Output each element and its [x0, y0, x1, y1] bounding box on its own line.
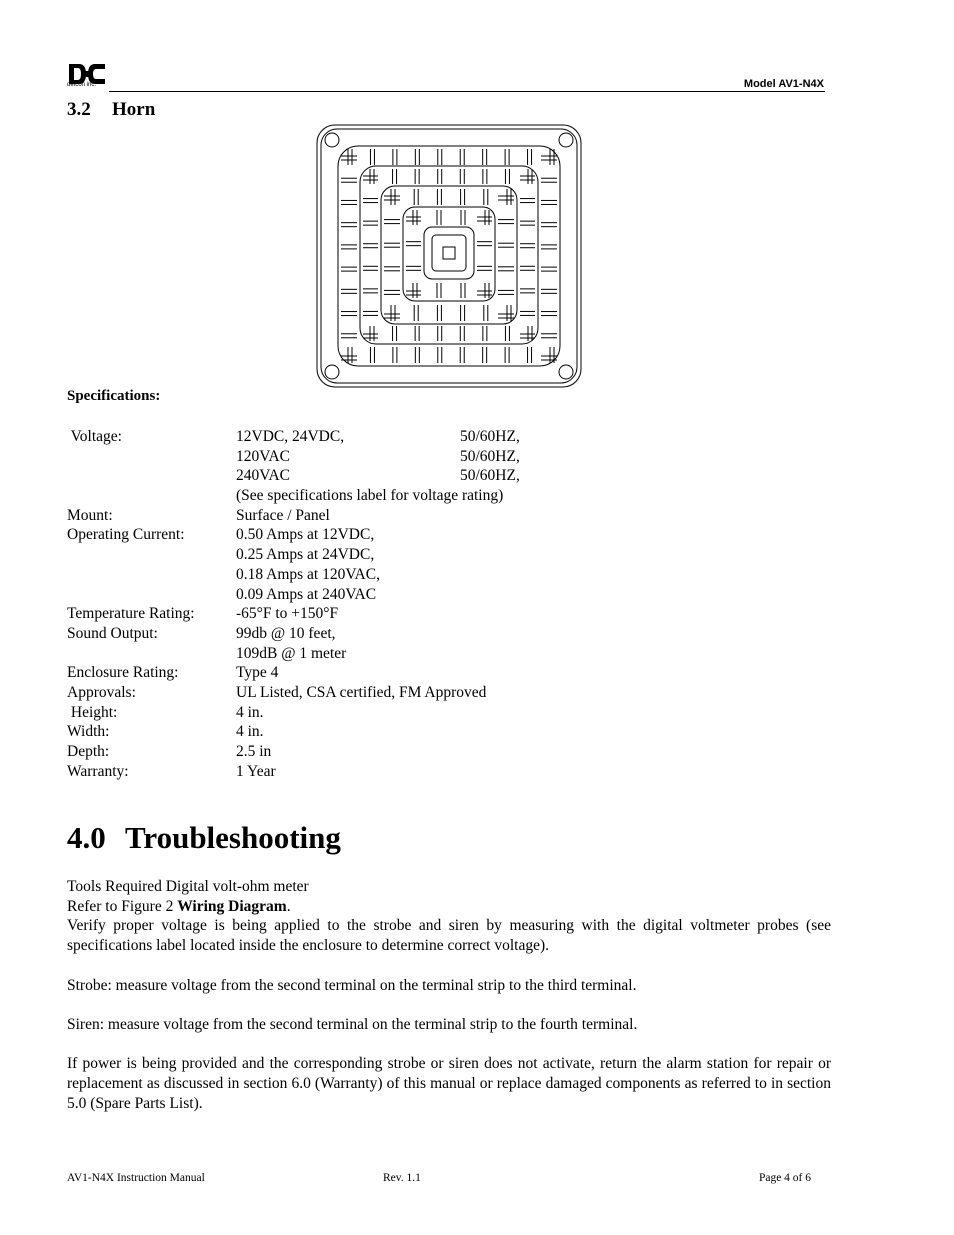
spec-extra: 50/60HZ,	[460, 447, 520, 465]
spec-value: 0.18 Amps at 120VAC,	[236, 565, 380, 583]
spec-value: 4 in.	[236, 703, 264, 721]
spec-value: 99db @ 10 feet,	[236, 624, 336, 642]
spec-value: 4 in.	[236, 723, 264, 741]
section-title: Horn	[112, 99, 156, 120]
refer-prefix: Refer to Figure 2	[67, 897, 178, 915]
spec-label: Temperature Rating:	[67, 605, 195, 623]
spec-value: Type 4	[236, 664, 279, 682]
section-heading-troubleshooting	[67, 820, 341, 856]
spec-extra: 50/60HZ,	[460, 467, 520, 485]
spec-value: -65°F to +150°F	[236, 605, 339, 623]
spec-value: 0.50 Amps at 12VDC,	[236, 526, 375, 544]
spec-value: 2.5 in	[236, 743, 272, 760]
spec-label: Approvals:	[67, 683, 136, 701]
refer-suffix: .	[286, 897, 291, 915]
specifications-heading: Specifications:	[67, 388, 161, 404]
spec-value: 0.09 Amps at 240VAC	[236, 585, 377, 603]
footer-manual-title: AV1-N4X Instruction Manual	[67, 1172, 205, 1184]
spec-value: 12VDC, 24VDC,	[236, 428, 345, 445]
spec-value: UL Listed, CSA certified, FM Approved	[236, 683, 487, 701]
power-paragraph: If power is being provided and the corresponding strobe or siren does not activate, return the alarm station for repair or replacement as discussed in section 6.0 (Warranty) of this manual or replace damaged components as referred to in section 5.0 (Spare Parts List).	[67, 1055, 831, 1112]
spec-value: 0.25 Amps at 24VDC,	[236, 546, 375, 564]
siren-paragraph: Siren: measure voltage from the second terminal on the terminal strip to the fourth terminal.	[67, 1015, 638, 1033]
horn-drawing	[316, 124, 582, 388]
spec-label: Enclosure Rating:	[67, 664, 179, 682]
spec-label: Depth:	[67, 743, 110, 760]
spec-value: (See specifications label for voltage rating)	[236, 487, 504, 505]
verify-paragraph: Verify proper voltage is being applied to the strobe and siren by measuring with the digital voltmeter probes (see specifications label located inside the enclosure to determine correct voltage).	[67, 917, 831, 955]
section-heading-horn	[67, 99, 155, 121]
logo-caption: detcon inc.	[67, 82, 97, 88]
spec-label: Warranty:	[67, 762, 129, 780]
spec-label: Sound Output:	[67, 624, 158, 642]
spec-value: Surface / Panel	[236, 506, 330, 524]
spec-value: 1 Year	[236, 762, 276, 780]
model-label: Model AV1-N4X	[743, 78, 824, 90]
tools-line: Tools Required Digital volt-ohm meter	[67, 878, 309, 895]
spec-label: Operating Current:	[67, 526, 185, 544]
header-rule	[109, 91, 825, 92]
spec-label: Width:	[67, 723, 110, 741]
spec-extra: 50/60HZ,	[460, 428, 520, 445]
spec-value: 120VAC	[236, 447, 290, 465]
section-number: 3.2	[67, 99, 91, 120]
spec-label: Height:	[67, 703, 118, 721]
spec-value: 240VAC	[236, 467, 290, 485]
section-number: 4.0	[67, 820, 106, 855]
footer-page-number: Page 4 of 6	[758, 1172, 811, 1184]
troubleshooting-body	[67, 877, 831, 1113]
spec-label: Voltage:	[67, 428, 122, 445]
section-title: Troubleshooting	[125, 820, 341, 855]
refer-figure-name: Wiring Diagram	[177, 897, 287, 915]
refer-line	[67, 897, 831, 917]
strobe-paragraph: Strobe: measure voltage from the second terminal on the terminal strip to the third terminal.	[67, 976, 637, 994]
spec-value: 109dB @ 1 meter	[236, 644, 347, 662]
spec-label: Mount:	[67, 506, 113, 524]
footer-revision: Rev. 1.1	[383, 1172, 421, 1184]
